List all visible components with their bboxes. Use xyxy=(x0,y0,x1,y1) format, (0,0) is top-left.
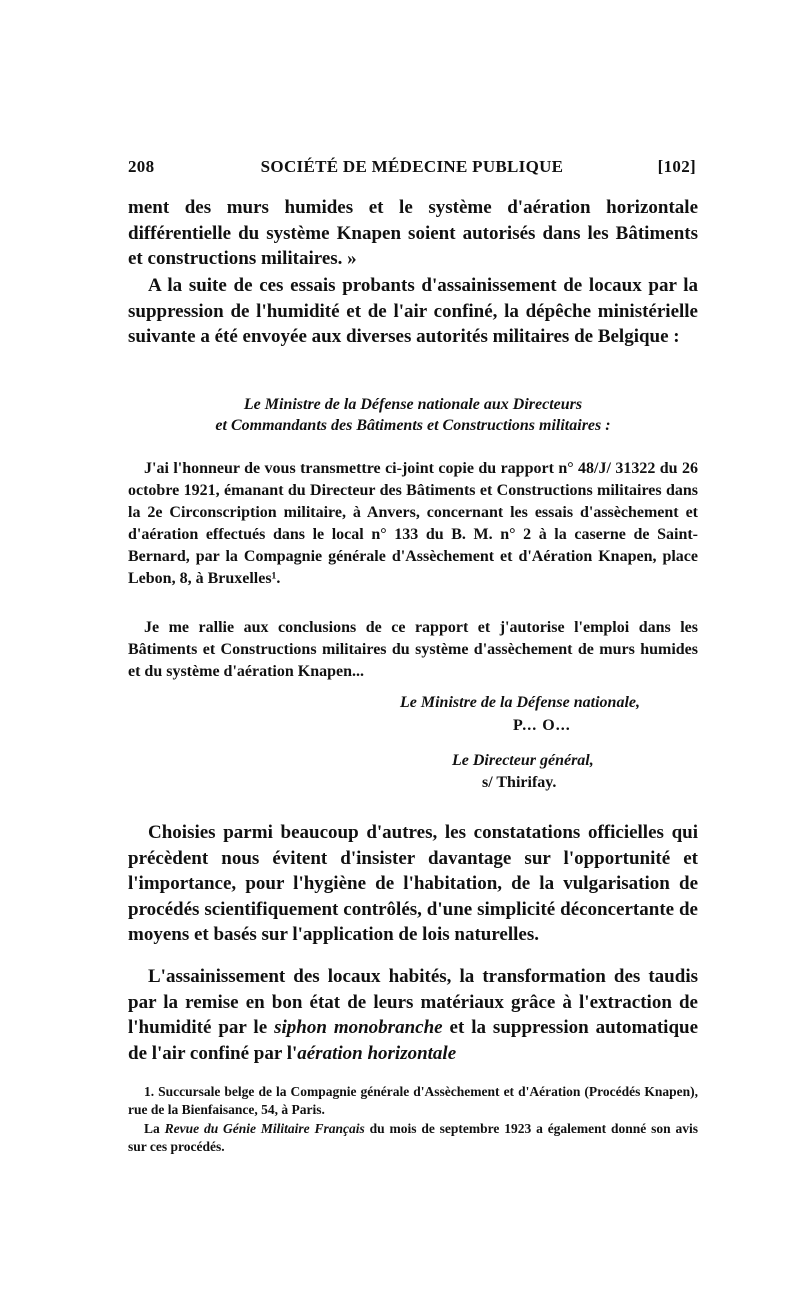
paragraph-4-italic-2: aération horizontale xyxy=(297,1042,457,1064)
letter-heading-line-2: et Commandants des Bâtiments et Constructions militaires : xyxy=(215,417,611,434)
footnote-2-text-2: du mois de septembre 1923 a également donné son avis sur ces procédés. xyxy=(128,1121,698,1154)
signature-minister-initials: P... O... xyxy=(513,717,571,734)
signature-minister-title: Le Ministre de la Défense nationale, xyxy=(400,694,640,711)
letter-heading xyxy=(128,394,698,436)
footnote-2-italic-1: Revue du Génie Militaire Français xyxy=(164,1121,365,1136)
page-number: 208 xyxy=(128,157,155,176)
paragraph-4 xyxy=(128,964,698,1066)
footnote-2-text-1: La xyxy=(144,1121,165,1136)
letter-heading-line-1: Le Ministre de la Défense nationale aux Directeurs xyxy=(243,396,583,413)
letter-paragraph-1: J'ai l'honneur de vous transmettre ci-joint copie du rapport n° 48/J/ 31322 du 26 octobre 1921, émanant du Directeur des Bâtiments et Constructions militaires dans la 2e Circonscription militaire, à Anvers, concernant les essais d'assèchement et d'aération effectués dans le local n° 133 du B. M. n° 2 à la caserne de Saint-Bernard, par la Compagnie générale d'Assèchement et d'Aération Knapen, place Lebon, 8, à Bruxelles¹. xyxy=(128,460,698,587)
section-number: [102] xyxy=(657,157,696,176)
paragraph-4-italic-1: siphon monobranche xyxy=(274,1017,443,1038)
letter-paragraph-2: Je me rallie aux conclusions de ce rapport et j'autorise l'emploi dans les Bâtiments et Constructions militaires du système d'assèchement de murs humides et du système d'aération Knapen... xyxy=(128,619,698,680)
signature-director-title: Le Directeur général, xyxy=(452,752,594,769)
paragraph-4-text-1: L'assainissement des locaux habités, la transformation des taudis par la remise en bon état de leurs matériaux grâce à l'extraction de l'humidité par le xyxy=(128,966,698,1038)
footnote-2 xyxy=(128,1120,698,1156)
paragraph-4-text-2: et la suppression automatique de l'air confiné par l' xyxy=(128,1017,699,1064)
running-title: SOCIÉTÉ DE MÉDECINE PUBLIQUE xyxy=(260,157,564,176)
footnote-1: 1. Succursale belge de la Compagnie générale d'Assèchement et d'Aération (Procédés Knapen), rue de la Bienfaisance, 54, à Paris. xyxy=(128,1084,698,1117)
paragraph-3: Choisies parmi beaucoup d'autres, les constatations officielles qui précèdent nous évitent d'insister davantage sur l'opportunité et l'importance, pour l'hygiène de l'habitation, de la vulgarisation de procédés scientifiquement contrôlés, d'une simplicité déconcertante de moyens et basés sur l'application de lois naturelles. xyxy=(128,822,698,945)
signature-director-name: s/ Thirifay. xyxy=(482,774,557,791)
paragraph-1: ment des murs humides et le système d'aération horizontale différentielle du système Knapen soient autorisés dans les Bâtiments et constructions militaires. » xyxy=(128,197,698,269)
running-header xyxy=(128,157,696,181)
paragraph-2: A la suite de ces essais probants d'assainissement de locaux par la suppression de l'humidité et de l'air confiné, la dépêche ministérielle suivante a été envoyée aux diverses autorités militaires de Belgique : xyxy=(128,275,698,347)
